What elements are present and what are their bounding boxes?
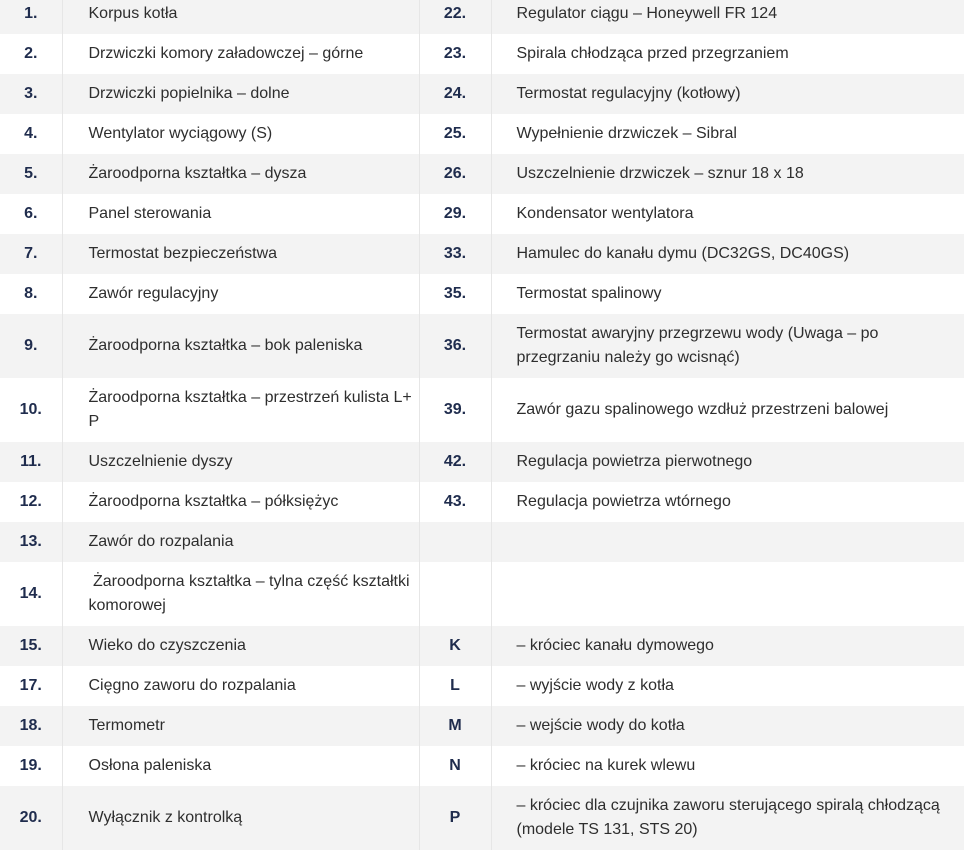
table-row xyxy=(0,378,964,442)
part-number: 19. xyxy=(0,746,62,786)
part-description: Hamulec do kanału dymu (DC32GS, DC40GS) xyxy=(491,234,964,274)
part-number: 4. xyxy=(0,114,62,154)
part-number: 35. xyxy=(419,274,491,314)
part-number: 22. xyxy=(419,0,491,34)
part-number xyxy=(419,562,491,626)
part-description: Drzwiczki komory załadowczej – górne xyxy=(62,34,419,74)
table-row xyxy=(0,314,964,378)
part-number: 1. xyxy=(0,0,62,34)
table-row xyxy=(0,0,964,34)
part-number: 43. xyxy=(419,482,491,522)
part-number: 10. xyxy=(0,378,62,442)
part-number: 25. xyxy=(419,114,491,154)
part-number: 33. xyxy=(419,234,491,274)
part-number: 23. xyxy=(419,34,491,74)
part-description: Termometr xyxy=(62,706,419,746)
part-number: 12. xyxy=(0,482,62,522)
table-row xyxy=(0,522,964,562)
part-description xyxy=(491,522,964,562)
part-number: 11. xyxy=(0,442,62,482)
table-row xyxy=(0,482,964,522)
part-number: 24. xyxy=(419,74,491,114)
part-number: 14. xyxy=(0,562,62,626)
part-description: Zawór do rozpalania xyxy=(62,522,419,562)
part-description: Zawór regulacyjny xyxy=(62,274,419,314)
part-description: Uszczelnienie drzwiczek – sznur 18 x 18 xyxy=(491,154,964,194)
part-description: Osłona paleniska xyxy=(62,746,419,786)
table-row xyxy=(0,562,964,626)
connection-letter: M xyxy=(419,706,491,746)
part-number: 17. xyxy=(0,666,62,706)
table-row xyxy=(0,234,964,274)
part-description: Korpus kotła xyxy=(62,0,419,34)
table-row xyxy=(0,114,964,154)
part-number: 8. xyxy=(0,274,62,314)
part-number: 9. xyxy=(0,314,62,378)
table-row xyxy=(0,154,964,194)
connection-letter: P xyxy=(419,786,491,850)
connection-description: – wejście wody do kotła xyxy=(491,706,964,746)
connection-description: – króciec dla czujnika zaworu sterującego spiralą chłodzącą (modele TS 131, STS 20) xyxy=(491,786,964,850)
part-description: Wieko do czyszczenia xyxy=(62,626,419,666)
part-number: 2. xyxy=(0,34,62,74)
part-number: 15. xyxy=(0,626,62,666)
part-description: Termostat bezpieczeństwa xyxy=(62,234,419,274)
part-description: Wypełnienie drzwiczek – Sibral xyxy=(516,125,737,142)
table-row xyxy=(0,274,964,314)
part-number xyxy=(419,522,491,562)
part-description: Wentylator wyciągowy (S) xyxy=(62,114,419,154)
table-row xyxy=(0,746,964,786)
connection-letter: N xyxy=(419,746,491,786)
connection-letter: L xyxy=(419,666,491,706)
connection-description: – króciec kanału dymowego xyxy=(491,626,964,666)
part-description: Regulator ciągu – Honeywell FR 124 xyxy=(491,0,964,34)
table-row xyxy=(0,34,964,74)
part-number: 39. xyxy=(419,378,491,442)
table-row xyxy=(0,442,964,482)
table-row xyxy=(0,74,964,114)
part-description: Termostat awaryjny przegrzewu wody (Uwaga – po przegrzaniu należy go wcisnąć) xyxy=(491,314,964,378)
part-number: 20. xyxy=(0,786,62,850)
part-description: Drzwiczki popielnika – dolne xyxy=(62,74,419,114)
table-row xyxy=(0,194,964,234)
part-description xyxy=(491,562,964,626)
connection-letter: K xyxy=(419,626,491,666)
part-description: Żaroodporna kształtka – dysza xyxy=(62,154,419,194)
part-description: Regulacja powietrza pierwotnego xyxy=(491,442,964,482)
part-description: Panel sterowania xyxy=(62,194,419,234)
part-description: Żaroodporna kształtka – tylna część kształtki komorowej xyxy=(62,562,419,626)
table-row xyxy=(0,706,964,746)
table-row xyxy=(0,786,964,850)
part-description: Kondensator wentylatora xyxy=(516,205,694,222)
connection-description: – króciec na kurek wlewu xyxy=(516,757,696,774)
part-description: Regulacja powietrza wtórnego xyxy=(516,493,731,510)
part-description: Uszczelnienie dyszy xyxy=(62,442,419,482)
part-description: Żaroodporna kształtka – przestrzeń kulista L+ P xyxy=(62,378,419,442)
part-description: Żaroodporna kształtka – półksiężyc xyxy=(62,482,419,522)
part-description: Spirala chłodząca przed przegrzaniem xyxy=(516,45,789,62)
part-number: 36. xyxy=(419,314,491,378)
part-description: Termostat regulacyjny (kotłowy) xyxy=(491,74,964,114)
part-number: 6. xyxy=(0,194,62,234)
part-number: 13. xyxy=(0,522,62,562)
table-row xyxy=(0,666,964,706)
part-number: 42. xyxy=(419,442,491,482)
table-row xyxy=(0,626,964,666)
part-number: 26. xyxy=(419,154,491,194)
part-description: Termostat spalinowy xyxy=(516,285,662,302)
part-description: Żaroodporna kształtka – bok paleniska xyxy=(62,314,419,378)
part-number: 29. xyxy=(419,194,491,234)
part-number: 18. xyxy=(0,706,62,746)
part-description: Wyłącznik z kontrolką xyxy=(62,786,419,850)
part-number: 3. xyxy=(0,74,62,114)
connection-description: – wyjście wody z kotła xyxy=(516,677,674,694)
part-description: Cięgno zaworu do rozpalania xyxy=(62,666,419,706)
part-number: 5. xyxy=(0,154,62,194)
part-description: Zawór gazu spalinowego wzdłuż przestrzeni balowej xyxy=(516,401,889,418)
part-number: 7. xyxy=(0,234,62,274)
